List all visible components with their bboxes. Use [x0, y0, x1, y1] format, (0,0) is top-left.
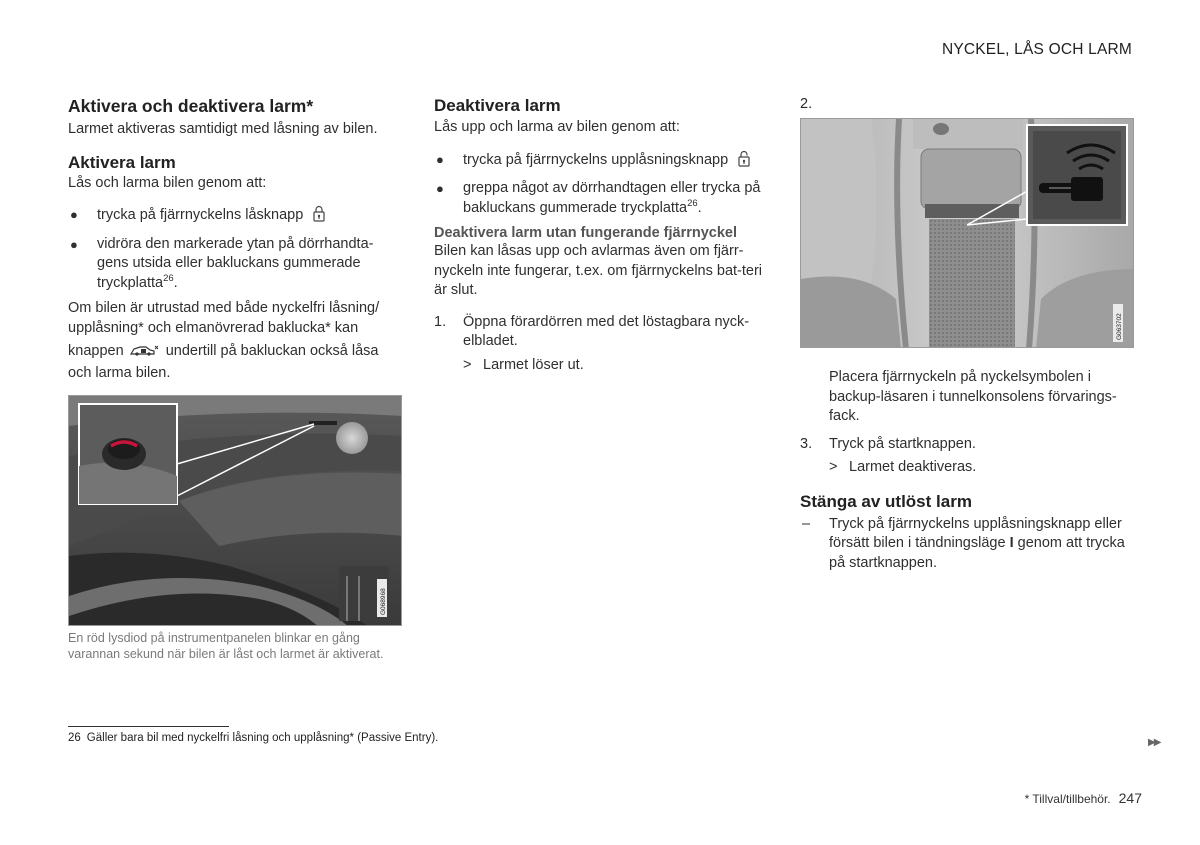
footnote-ref[interactable]: 26 — [687, 197, 698, 209]
footnote-text: Gäller bara bil med nyckelfri låsning och upplåsning* (Passive Entry). — [86, 732, 439, 744]
paragraph-tailgate: Om bilen är utrustad med både nyckelfri låsning/ upplåsning* och elmanövrerad baklucka* kan — [68, 300, 380, 336]
bullet-dot: ● — [436, 151, 444, 167]
steps-list — [434, 313, 764, 352]
list-item-text: trycka på fjärrnyckelns upplåsningsknapp — [463, 151, 729, 168]
activate-heading: Aktivera larm — [68, 152, 176, 172]
page-number: 247 — [1118, 790, 1142, 806]
intro-text: Larmet aktiveras samtidigt med låsning av bilen. — [68, 121, 378, 137]
bullet-dot: ● — [70, 207, 78, 222]
step-number: 1. — [434, 313, 447, 330]
list-item — [434, 150, 764, 174]
page-footer — [1025, 790, 1142, 806]
list-item-text: trycka på fjärrnyckelns låsknapp — [97, 207, 304, 223]
deactivate-list — [434, 150, 764, 219]
dash-marker: – — [802, 515, 811, 532]
next-page-arrow-icon[interactable]: ▶▶ — [1148, 737, 1160, 748]
result-arrow: > — [463, 356, 472, 373]
list-item: – Tryck på fjärrnyckelns upplåsningsknapp eller försätt bilen i tändningsläge I genom att trycka på startknappen. — [802, 515, 1125, 571]
no-key-text: Bilen kan låsas upp och avlarmas även om fjärr-nyckeln inte fungerar, t.ex. om fjärrnyckelns bat-teri är slut. — [434, 243, 763, 298]
step-item — [434, 313, 764, 352]
lock-closed-icon — [313, 205, 325, 229]
optional-note: * Tillval/tillbehör. — [1024, 792, 1111, 806]
figure-caption: En röd lysdiod på instrumentpanelen blinkar en gång varannan sekund när bilen är låst och larmet är aktiverat. — [68, 631, 384, 661]
lock-open-icon — [738, 150, 750, 174]
footnote-number: 26 — [68, 732, 81, 744]
step-text: Placera fjärrnyckeln på nyckelsymbolen i backup-läsaren i tunnelkonsolens förvarings-fack. — [829, 369, 1117, 424]
step-number: 2. — [800, 96, 813, 112]
activate-list — [68, 205, 403, 293]
tunnel-console-illustration — [801, 119, 1134, 348]
deactivate-intro: Lås upp och larma av bilen genom att: — [434, 119, 680, 135]
step-text: Tryck på startknappen. — [829, 435, 976, 452]
deactivate-heading: Deaktivera larm — [434, 96, 561, 115]
footnote — [68, 732, 438, 744]
list-item: ● greppa något av dörrhandtagen eller trycka på bakluckans gummerade tryckplatta$^{26}$. — [436, 180, 761, 216]
backup-reader-figure — [800, 118, 1134, 348]
step-result: > Larmet löser ut. — [434, 356, 764, 376]
list-item — [68, 205, 403, 229]
column-left — [68, 94, 403, 662]
stop-alarm-heading: Stänga av utlöst larm — [800, 491, 972, 511]
paragraph-tailgate-cont: knappen undertill på bakluckan också låsa och larma bilen. — [68, 343, 379, 381]
footnote-rule — [68, 726, 229, 727]
step-result: > Larmet deaktiveras. — [800, 458, 1134, 478]
bullet-dot: ● — [70, 236, 78, 252]
dashboard-illustration — [69, 396, 402, 626]
ignition-mode: I — [1009, 535, 1014, 551]
figure-code: G068968 — [380, 588, 387, 615]
column-middle — [434, 94, 764, 375]
tailgate-lock-icon — [130, 343, 160, 364]
page-title: Aktivera och deaktivera larm* — [68, 96, 314, 116]
list-item: ● vidröra den markerade ytan på dörrhandta-gens utsida eller bakluckans gummerade tryckplatta$^{26}$. — [70, 235, 374, 291]
bullet-dot: ● — [436, 181, 444, 196]
column-right — [800, 94, 1134, 573]
result-arrow: > — [829, 459, 838, 475]
step-number: 3. — [800, 435, 813, 452]
running-header: NYCKEL, LÅS OCH LARM — [941, 41, 1132, 58]
list-item-text: greppa något av dörrhandtagen eller trycka på bakluckans gummerade tryckplatta — [463, 180, 761, 216]
no-key-heading: Deaktivera larm utan fungerande fjärrnyckel — [434, 225, 738, 241]
footnote-ref[interactable]: 26 — [163, 272, 174, 284]
activate-intro: Lås och larma bilen genom att: — [68, 174, 267, 191]
list-item-text: vidröra den markerade ytan på dörrhandta-gens utsida eller bakluckans gummerade tryckplatta — [97, 235, 374, 291]
step-text: Öppna förardörren med det löstagbara nyck-elbladet. — [463, 313, 750, 349]
step-item — [800, 435, 1134, 455]
figure-code: G063702 — [1116, 313, 1123, 340]
dashboard-led-figure — [68, 395, 402, 626]
